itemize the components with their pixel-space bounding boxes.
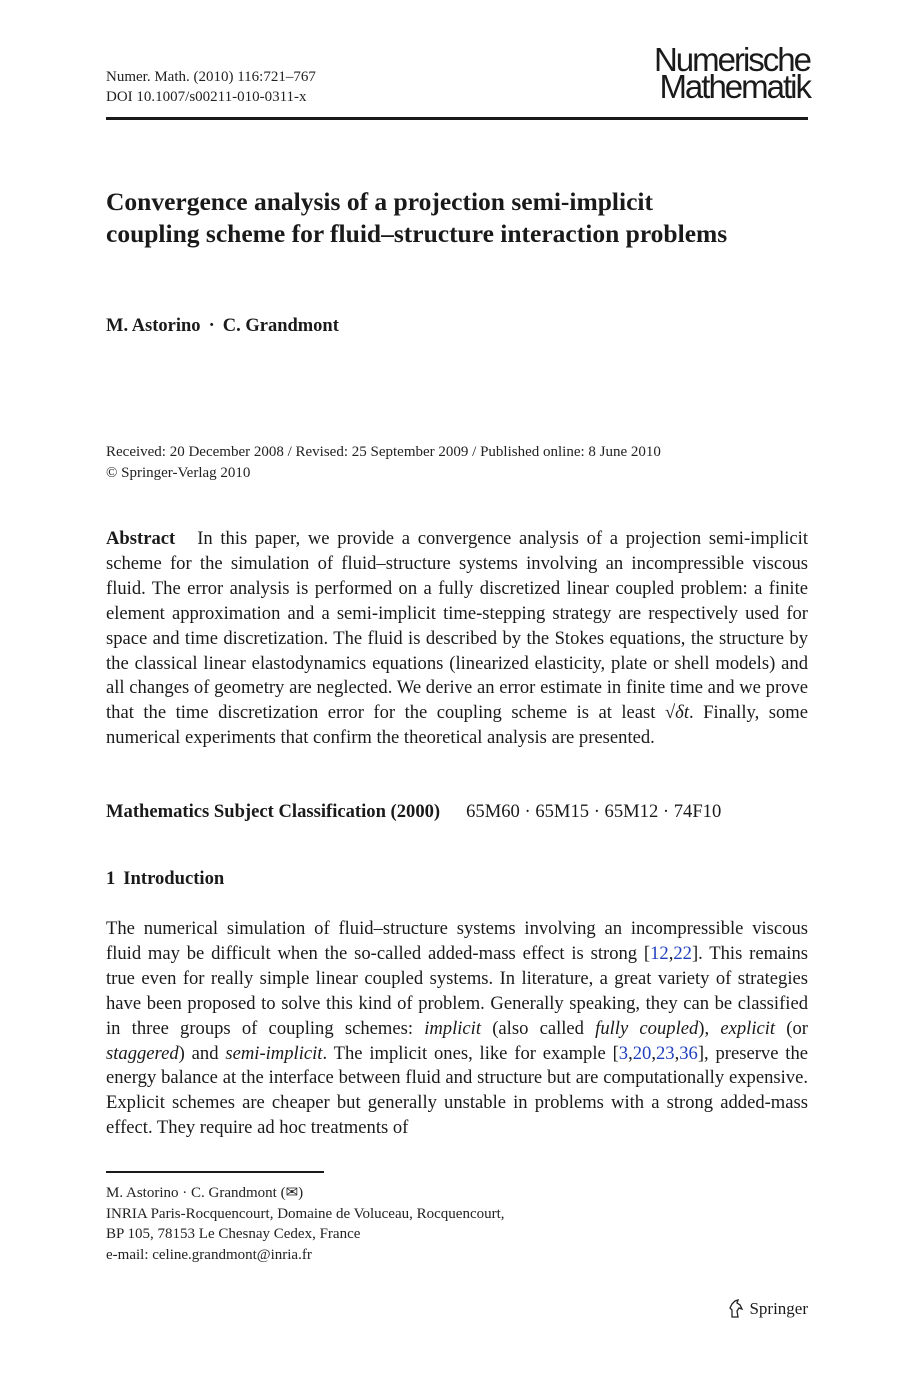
emphasis-term: implicit <box>424 1017 482 1039</box>
paper-title: Convergence analysis of a projection semi-implicit coupling scheme for fluid–structure interaction problems <box>106 187 728 248</box>
citation-link[interactable]: 36 <box>679 1042 698 1064</box>
springer-horse-icon <box>728 1299 744 1319</box>
intro-text: ), <box>698 1017 721 1039</box>
publication-dates <box>106 442 661 483</box>
abstract <box>106 527 808 751</box>
author-list <box>106 316 339 337</box>
emphasis-term: staggered <box>106 1042 179 1064</box>
section-number: 1 <box>106 868 116 889</box>
journal-reference <box>106 67 316 107</box>
citation-link[interactable]: 20 <box>632 1042 652 1064</box>
copyright-line: © Springer-Verlag 2010 <box>106 464 251 481</box>
citation-link[interactable]: 3 <box>618 1042 629 1064</box>
intro-text: (also called <box>481 1017 596 1039</box>
publisher-mark <box>728 1299 808 1319</box>
citation-link[interactable]: 22 <box>673 942 692 964</box>
author-separator: · <box>208 316 215 336</box>
envelope-icon: ✉ <box>285 1185 299 1201</box>
section-heading <box>106 868 224 890</box>
publisher-name: Springer <box>749 1299 808 1318</box>
section-title: Introduction <box>123 868 225 889</box>
intro-text: The numerical simulation of fluid–structure systems involving an incompressible viscous fluid may be difficult when the so-called added-mass effect is strong [ <box>106 918 808 964</box>
footnote-authors <box>106 1183 505 1204</box>
logo-line-2: Mathematik <box>659 68 810 105</box>
journal-citation: Numer. Math. (2010) 116:721–767 <box>106 69 316 85</box>
intro-text: . The implicit ones, like for example [ <box>322 1042 619 1064</box>
author-affiliation <box>106 1183 505 1265</box>
emphasis-term: fully coupled <box>595 1017 699 1039</box>
author-1: M. Astorino <box>106 316 201 336</box>
abstract-label: Abstract <box>106 528 176 549</box>
emphasis-term: semi-implicit <box>225 1042 323 1064</box>
footnote-rule <box>106 1171 324 1173</box>
abstract-text-end: . Finally, some numerical experiments that confirm the theoretical analysis are presented. <box>106 702 808 749</box>
footnote-author-names: M. Astorino · C. Grandmont ( <box>106 1185 286 1201</box>
abstract-text: In this paper, we provide a convergence analysis of a projection semi-implicit scheme for the simulation of fluid–structure systems involving an incompressible viscous fluid. The error analysis is performed on a fully discretized linear coupled problem: a finite element approximation and a semi-implicit time-stepping strategy are respectively used for space and time discretization. The fluid is described by the Stokes equations, the structure by the classical linear elastodynamics equations (linearized elasticity, plate or shell models) and all changes of geometry are neglected. We derive an error estimate in finite time and we prove that the time discretization error for the coupling scheme is at least <box>106 528 808 724</box>
contact-email: e-mail: celine.grandmont@inria.fr <box>106 1246 312 1263</box>
institution-line-2: BP 105, 78153 Le Chesnay Cedex, France <box>106 1226 361 1242</box>
doi: DOI 10.1007/s00211-010-0311-x <box>106 89 307 105</box>
sqrt-delta-t-math: √δt <box>664 702 689 724</box>
header-rule <box>106 117 808 120</box>
citation-separator: , <box>668 942 674 964</box>
intro-text: ) and <box>178 1042 226 1064</box>
logo-line-1: Numerische <box>653 41 810 78</box>
intro-text: ]. This remains true even for really simple linear coupled systems. In literature, a great variety of strategies have been proposed to solve this kind of problem. Generally speaking, they can be classified in three groups of coupling schemes: <box>106 942 808 1039</box>
footnote-paren: ) <box>298 1185 304 1201</box>
msc-codes: 65M60 · 65M15 · 65M12 · 74F10 <box>466 801 722 822</box>
intro-paragraph: The numerical simulation of fluid–structure systems involving an incompressible viscous fluid may be difficult when the so-called added-mass effect is strong [12,22]. This remains true even for really simple linear coupled systems. In literature, a great variety of strategies have been proposed to solve this kind of problem. Generally speaking, they can be classified in three groups of coupling schemes: implicit (also called fully coupled), explicit (or staggered) and semi-implicit. The implicit ones, like for example [3,20,23,36], preserve the energy balance at the interface between fluid and structure but are computationally expensive. Explicit schemes are cheaper but generally unstable in problems with a strong added-mass effect. They require ad hoc treatments of <box>106 918 808 1139</box>
author-2: C. Grandmont <box>222 316 339 336</box>
intro-text: ], preserve the energy balance at the interface between fluid and structure but are computationally expensive. Explicit schemes are cheaper but generally unstable in problems with a strong added-mass effect. They require ad hoc treatments of <box>106 1042 808 1139</box>
citation-link[interactable]: 12 <box>650 942 669 964</box>
institution-line-1: INRIA Paris-Rocquencourt, Domaine de Voluceau, Rocquencourt, <box>106 1205 505 1222</box>
msc-label: Mathematics Subject Classification (2000) <box>106 801 441 822</box>
intro-text: (or <box>775 1017 808 1039</box>
citation-link[interactable]: 23 <box>655 1042 675 1064</box>
emphasis-term: explicit <box>720 1017 776 1039</box>
history-line: Received: 20 December 2008 / Revised: 25 September 2009 / Published online: 8 June 2010 <box>106 444 661 460</box>
journal-logo <box>653 41 810 105</box>
msc-classification <box>106 801 721 823</box>
